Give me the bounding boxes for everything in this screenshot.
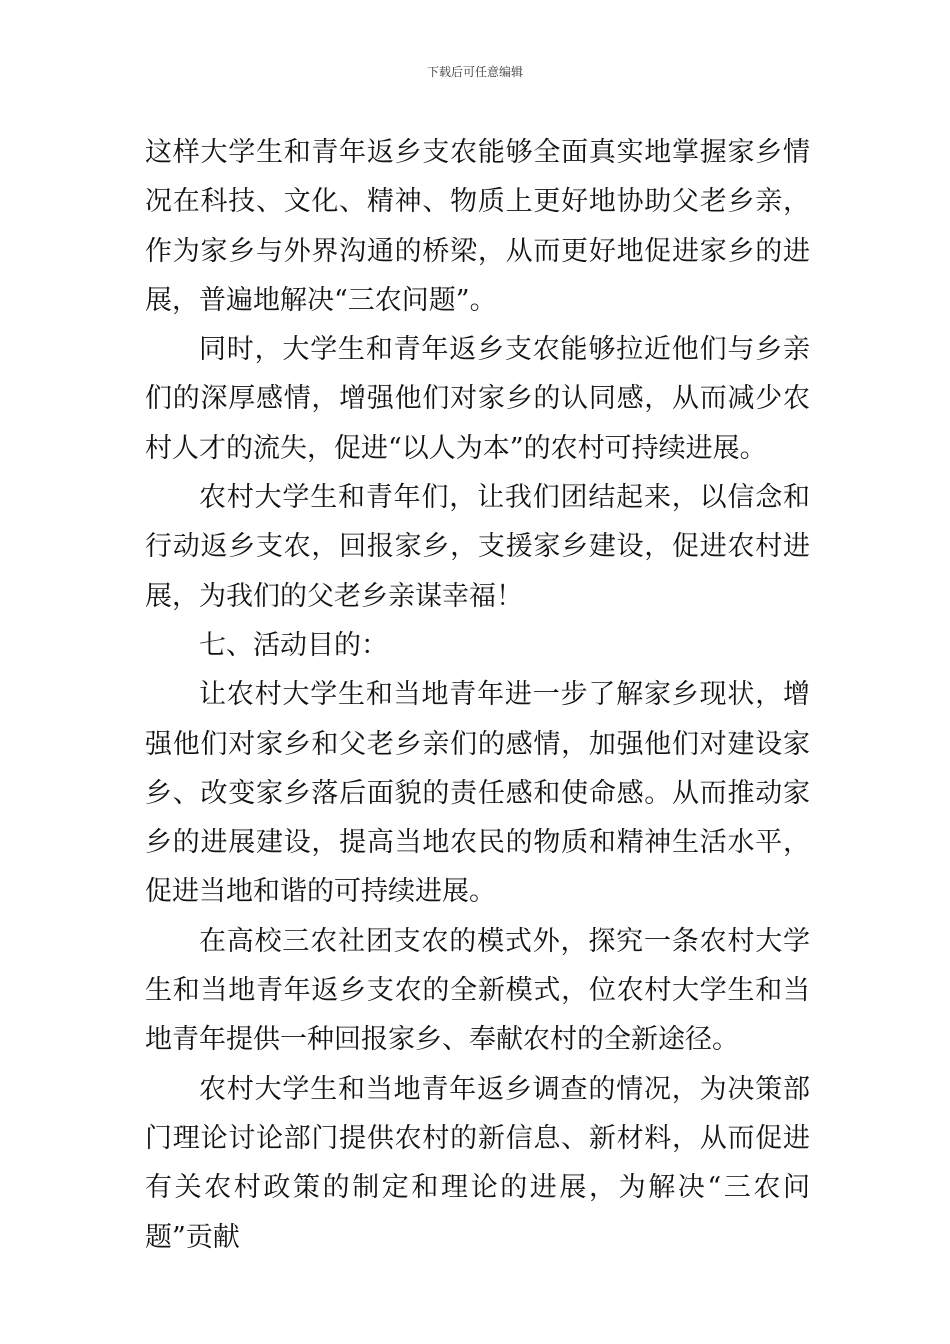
paragraph-3: 农村大学生和青年们，让我们团结起来，以信念和行动返乡支农，回报家乡，支援家乡建设，促进农村进展，为我们的父老乡亲谋幸福！ <box>145 482 810 612</box>
paragraph-6: 农村大学生和当地青年返乡调查的情况，为决策部门理论讨论部门提供农村的新信息、新材料，从而促进有关农村政策的制定和理论的进展，为解决“三农问题”贡献 <box>145 1073 810 1253</box>
paragraph-4: 让农村大学生和当地青年进一步了解家乡现状，增强他们对家乡和父老乡亲们的感情，加强他们对建设家乡、改变家乡落后面貌的责任感和使命感。从而推动家乡的进展建设，提高当地农民的物质和精神生活水平，促进当地和谐的可持续进展。 <box>145 679 810 908</box>
paragraph-2: 同时，大学生和青年返乡支农能够拉近他们与乡亲们的深厚感情，增强他们对家乡的认同感，从而减少农村人才的流失，促进“以人为本”的农村可持续进展。 <box>145 334 810 464</box>
paragraph-5: 在高校三农社团支农的模式外，探究一条农村大学生和当地青年返乡支农的全新模式，位农村大学生和当地青年提供一种回报家乡、奉献农村的全新途径。 <box>145 925 810 1056</box>
page-header: 下载后可任意编辑 <box>426 65 523 79</box>
document-body <box>145 128 810 1262</box>
section-heading-activity-purpose: 七、活动目的： <box>199 629 388 661</box>
paragraph-1: 这样大学生和青年返乡支农能够全面真实地掌握家乡情况在科技、文化、精神、物质上更好地协助父老乡亲，作为家乡与外界沟通的桥梁，从而更好地促进家乡的进展，普遍地解决“三农问题”。 <box>145 137 810 316</box>
